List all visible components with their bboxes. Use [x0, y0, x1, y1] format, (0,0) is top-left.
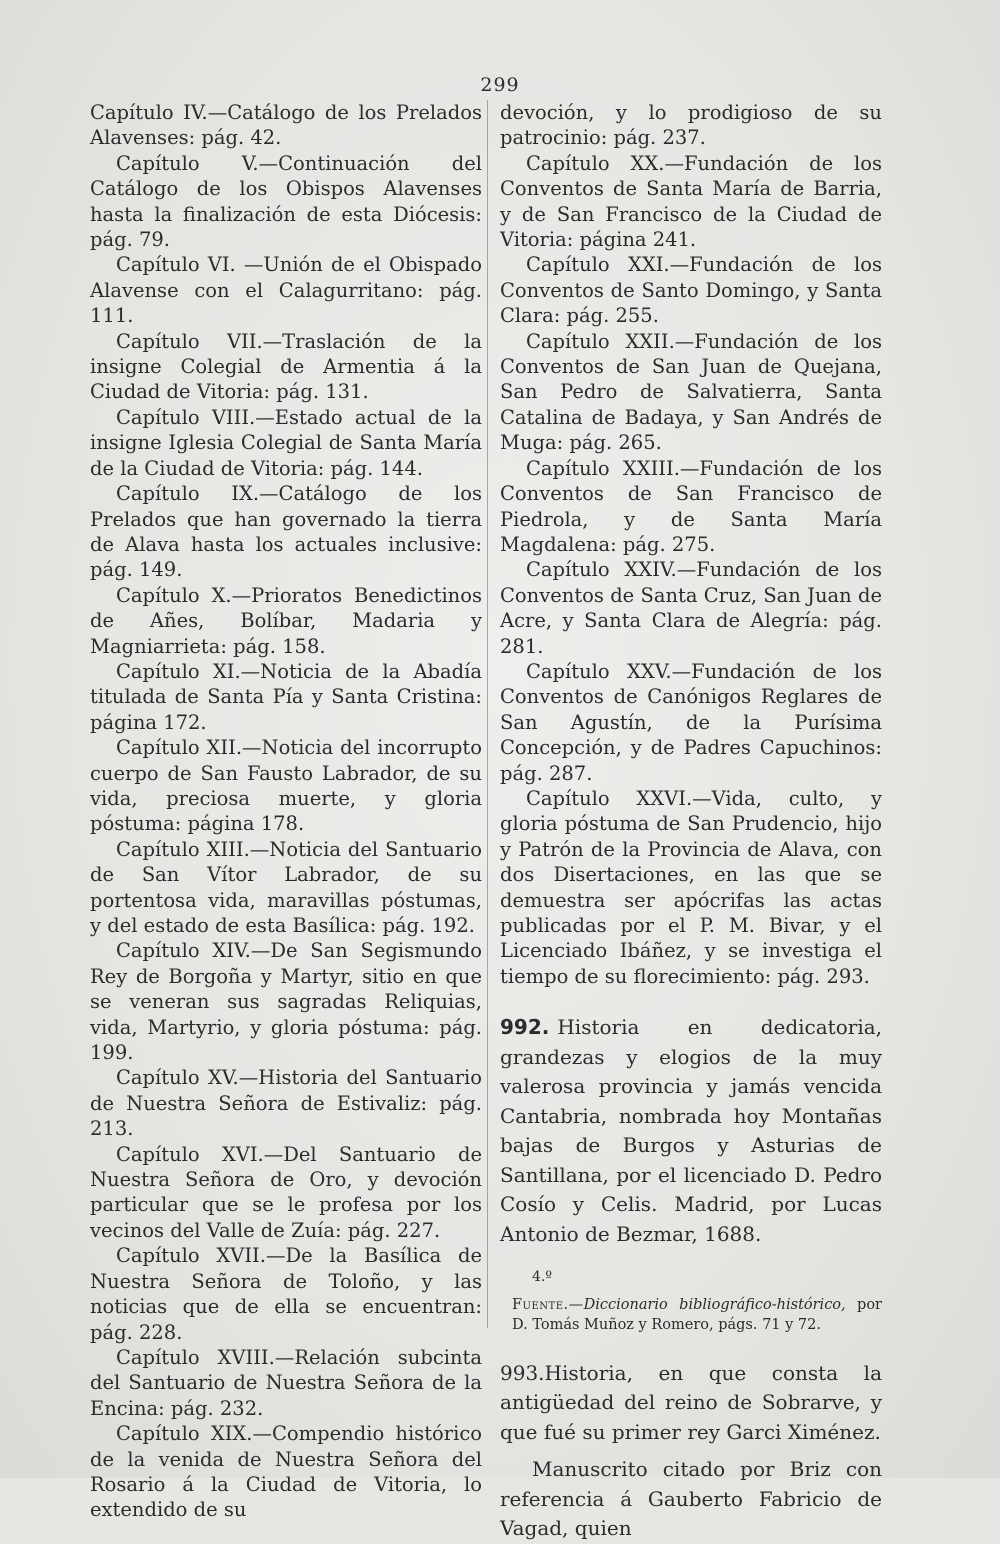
entry-number: 992. — [500, 1015, 550, 1040]
chapter-entry: Capítulo XXIV.—Fundación de los Conventos de Santa Cruz, San Juan de Acre, y Santa Clara de Alegría: pág. 281. — [500, 558, 882, 658]
chapter-entry: Capítulo XXVI.—Vida, culto, y gloria póstuma de San Prudencio, hijo y Patrón de la Provincia de Alava, con dos Disertaciones, en las que se demuestra ser apócrifas las actas publicadas por el P. M. Bivar, y el Licenciado Ibáñez, y se investiga el tiempo de su florecimiento: pág. 293. — [500, 786, 882, 988]
chapter-entry: Capítulo XXI.—Fundación de los Conventos de Santo Domingo, y Santa Clara: pág. 255. — [500, 253, 882, 328]
chapter-entry: Capítulo XV.—Historia del Santuario de Nuestra Señora de Estivaliz: pág. 213. — [90, 1066, 482, 1141]
chapter-entry: Capítulo XVII.—De la Basílica de Nuestra Señora de Toloño, y las noticias que de ella se encuentran: pág. 228. — [90, 1244, 482, 1344]
chapter-entry-continued: devoción, y lo prodigioso de su patrocinio: pág. 237. — [500, 101, 882, 150]
chapter-entry: Capítulo XXIII.—Fundación de los Conventos de San Francisco de Piedrola, y de Santa María Magdalena: pág. 275. — [500, 456, 882, 556]
entry-text: Historia en dedicatoria, grandezas y elogios de la muy valerosa provincia y jamás vencida Cantabria, nombrada hoy Montañas bajas de Burgos y Asturias de Santillana, por el licenciado D. Pedro Cosío y Celis. Madrid, por Lucas Antonio de Bezmar, 1688. — [500, 1015, 882, 1246]
chapter-entry: Capítulo V.—Continuación del Catálogo de los Obispos Alavenses hasta la finalización de esta Diócesis: pág. 79. — [90, 151, 482, 252]
page-number: 299 — [480, 74, 520, 96]
chapter-entry: Capítulo VI. —Unión de el Obispado Alavense con el Calagurritano: pág. 111. — [90, 253, 482, 328]
catalog-entry-992 — [500, 1013, 882, 1249]
chapter-entry: Capítulo XIII.—Noticia del Santuario de San Vítor Labrador, de su portentosa vida, maravillas póstumas, y del estado de esta Basílica: pág. 192. — [90, 837, 482, 937]
chapter-entry: Capítulo XIX.—Compendio histórico de la venida de Nuestra Señora del Rosario á la Ciudad de Vitoria, lo extendido de su — [90, 1422, 482, 1522]
chapter-entry: Capítulo XX.—Fundación de los Conventos de Santa María de Barria, y de San Francisco de la Ciudad de Vitoria: página 241. — [500, 151, 882, 252]
chapter-entry: Capítulo XII.—Noticia del incorrupto cuerpo de San Fausto Labrador, de su vida, preciosa muerte, y gloria póstuma: página 178. — [90, 736, 482, 836]
chapter-entry: Capítulo VII.—Traslación de la insigne Colegial de Armentia á la Ciudad de Vitoria: pág. 131. — [90, 329, 482, 404]
chapter-entry: Capítulo X.—Prioratos Benedictinos de Añes, Bolíbar, Madaria y Magniarrieta: pág. 158. — [90, 583, 482, 658]
chapter-entry: Capítulo XXII.—Fundación de los Conventos de San Juan de Quejana, San Pedro de Salvatierra, Santa Catalina de Badaya, y San Andrés de Muga: pág. 265. — [500, 329, 882, 455]
source-title: Diccionario bibliográfico-histórico, — [583, 1296, 846, 1313]
chapter-entry: Capítulo XXV.—Fundación de los Conventos de Canónigos Reglares de San Agustín, de la Purísima Concepción, y de Padres Capuchinos: pág. 287. — [500, 659, 882, 785]
entry-source — [500, 1295, 882, 1335]
chapter-entry: Capítulo IX.—Catálogo de los Prelados que han governado la tierra de Alava hasta los actuales inclusive: pág. 149. — [90, 482, 482, 582]
source-label: Fuente.— — [512, 1296, 584, 1313]
chapter-entry: Capítulo XVI.—Del Santuario de Nuestra Señora de Oro, y devoción particular que se le profesa por los vecinos del Valle de Zuía: pág. 227. — [90, 1142, 482, 1242]
chapter-entry: Capítulo IV.—Catálogo de los Prelados Alavenses: pág. 42. — [90, 101, 482, 150]
chapter-entry: Capítulo XVIII.—Relación subcinta del Santuario de Nuestra Señora de la Encina: pág. 232. — [90, 1345, 482, 1420]
source-rest: por D. Tomás Muñoz y Romero, págs. 71 y 72. — [512, 1296, 882, 1333]
entry-format: 4.º — [532, 1269, 552, 1286]
column-divider — [487, 100, 488, 1328]
chapter-entry: Capítulo XIV.—De San Segismundo Rey de Borgoña y Martyr, sitio en que se veneran sus sagradas Reliquias, vida, Martyrio, y gloria póstuma: pág. 199. — [90, 939, 482, 1065]
entry-note: Manuscrito citado por Briz con referencia á Gauberto Fabricio de Vagad, quien — [500, 1457, 882, 1541]
chapter-entry: Capítulo XI.—Noticia de la Abadía titulada de Santa Pía y Santa Cristina: página 172. — [90, 659, 482, 734]
left-column — [90, 100, 482, 1523]
entry-number: 993. — [500, 1360, 545, 1385]
chapter-entry: Capítulo VIII.—Estado actual de la insigne Iglesia Colegial de Santa María de la Ciudad de Vitoria: pág. 144. — [90, 405, 482, 480]
catalog-entry-993 — [500, 1359, 882, 1448]
entry-text: Historia, en que consta la antigüedad del reino de Sobrarve, y que fué su primer rey Garci Ximénez. — [500, 1360, 882, 1444]
right-column — [500, 100, 882, 1544]
